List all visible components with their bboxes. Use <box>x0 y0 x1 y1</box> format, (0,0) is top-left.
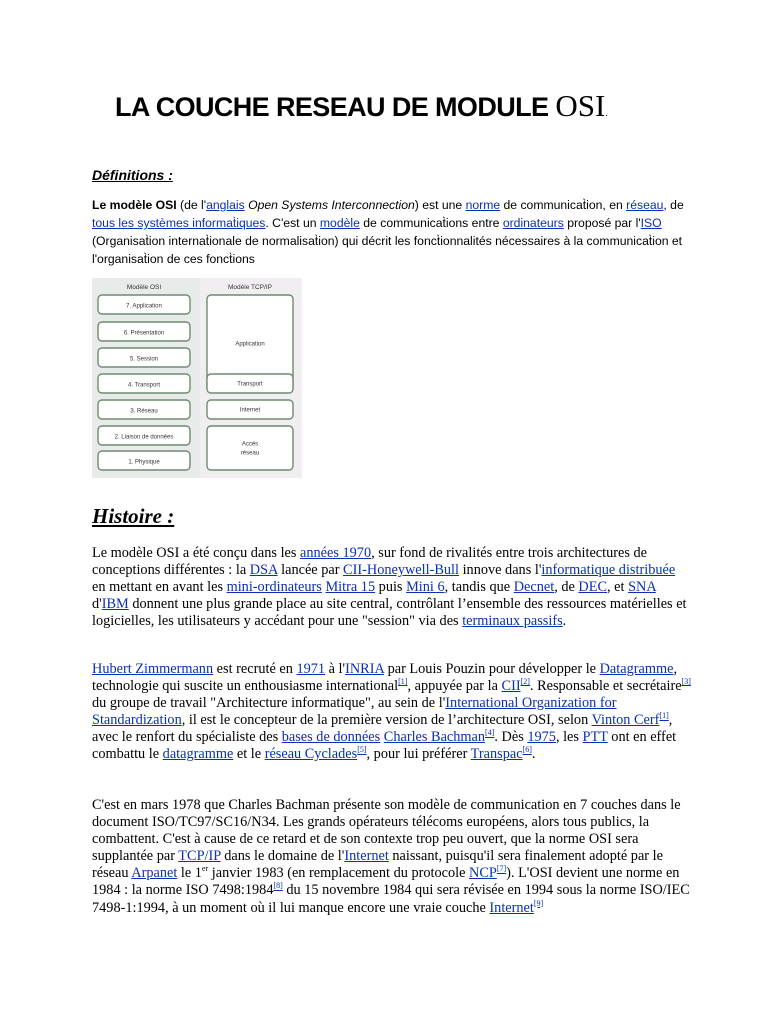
wiki-link[interactable]: Charles Bachman <box>383 729 486 746</box>
osi-layer-label: 3. Réseau <box>130 408 158 415</box>
definitions-paragraph <box>92 196 692 268</box>
reference-link[interactable]: [1] <box>398 677 408 687</box>
tcpip-layer-label: Transport <box>237 381 263 388</box>
wiki-link[interactable]: Transpac <box>470 746 523 763</box>
text-run: le 1 <box>177 865 202 882</box>
wiki-link[interactable]: SNA <box>628 579 656 596</box>
text-run: d' <box>92 596 102 613</box>
wiki-link[interactable]: anglais <box>206 198 245 212</box>
wiki-link[interactable]: Mini 6 <box>406 579 445 596</box>
wiki-link[interactable]: Decnet <box>513 579 555 596</box>
text-run: (de l' <box>180 198 207 212</box>
wiki-link[interactable]: réseau Cyclades <box>264 746 358 763</box>
osi-model-header: Modèle OSI <box>126 284 162 291</box>
wiki-link[interactable]: International Organization for Standardization <box>92 695 617 729</box>
osi-layer-box <box>98 426 190 445</box>
text-run: , technologie qui suscite un enthousiasme international <box>92 661 678 695</box>
page-title <box>115 88 607 124</box>
text-run: du groupe de travail "Architecture informatique", au sein de l' <box>92 695 446 712</box>
text-run: donnent une plus grande place au site central, contrôlant l’ensemble des ressources matérielles et logicielles, les utilisateurs y accédant pour une "session" via des <box>92 596 687 630</box>
wiki-link[interactable]: 1975 <box>527 729 556 746</box>
text-run: ) est une <box>414 198 466 212</box>
page-title-main: LA COUCHE RESEAU DE MODULE <box>115 92 556 122</box>
osi-layer-label: 1. Physique <box>128 459 160 466</box>
wiki-link[interactable]: DEC <box>578 579 608 596</box>
tcpip-model-header: Modèle TCP/IP <box>228 284 272 291</box>
wiki-link[interactable]: TCP/IP <box>178 848 221 865</box>
osi-tcpip-diagram <box>92 278 302 478</box>
text-run: janvier 1983 (en remplacement du protocole <box>208 865 470 882</box>
osi-layer-box <box>98 400 190 419</box>
text-run: et le <box>233 746 265 763</box>
wiki-link[interactable]: informatique distribuée <box>541 562 676 579</box>
wiki-link[interactable]: ordinateurs <box>502 216 564 230</box>
text-run: lancée par <box>277 562 344 579</box>
osi-layer-label: 4. Transport <box>127 382 161 389</box>
osi-layer-label: 5. Session <box>129 356 159 363</box>
reference-link[interactable]: [8] <box>273 881 283 891</box>
text-run: , il est le concepteur de la première version de l’architecture OSI, selon <box>181 712 592 729</box>
history-paragraph-3 <box>92 797 692 917</box>
osi-layer-box <box>98 374 190 393</box>
tcpip-layer-box <box>207 426 293 470</box>
wiki-link[interactable]: bases de données <box>281 729 381 746</box>
wiki-link[interactable]: norme <box>465 198 501 212</box>
text-run: . Responsable et secrétaire <box>529 678 682 695</box>
text-run: C'est en mars 1978 que Charles Bachman présente son modèle de communication en 7 couches dans le document ISO/TC97/SC16/N34. Les grands opérateurs télécoms européens, alors tous publics, la combattent. C'est à cause de ce retard et de son contexte trop peu ouvert, que la norme OSI sera supplantée par <box>92 797 681 865</box>
reference-link[interactable]: [6] <box>522 745 532 755</box>
wiki-link[interactable]: datagramme <box>162 746 234 763</box>
text-run: ont en effet combattu le <box>92 729 677 763</box>
text-run: puis <box>375 579 407 596</box>
wiki-link[interactable]: années 1970 <box>300 545 372 561</box>
text-run: , et <box>607 579 629 596</box>
tcpip-layer-label: Internet <box>239 407 261 414</box>
text-run: . <box>531 746 536 763</box>
text-run: , sur fond de rivalités entre trois architectures de conceptions différentes : la <box>92 545 648 579</box>
tcpip-layer-box <box>207 400 293 419</box>
tcpip-layer-rect <box>207 426 293 470</box>
wiki-link[interactable]: PTT <box>582 729 608 746</box>
text-run: , les <box>555 729 583 746</box>
text-run: innove dans l' <box>459 562 542 579</box>
tcpip-layer-box <box>207 374 293 393</box>
text-run: en mettant en avant les <box>92 579 227 596</box>
osi-layer-label: 2. Liaison de données <box>114 434 174 441</box>
wiki-link[interactable]: CII-Honeywell-Bull <box>343 562 459 579</box>
reference-link[interactable]: [4] <box>485 728 495 738</box>
wiki-link[interactable]: Arpanet <box>131 865 178 882</box>
definitions-heading: Définitions : <box>92 167 173 183</box>
text-run: naissant, puisqu'il sera finalement adopté par le réseau <box>92 848 663 882</box>
text-run: de communicat̀ions entre <box>359 216 503 230</box>
tcpip-layer-label: Application <box>235 341 265 348</box>
osi-layer-label: 6. Présentation <box>123 330 165 337</box>
wiki-link[interactable]: Hubert Zimmermann <box>92 661 214 677</box>
osi-layer-box <box>98 348 190 367</box>
wiki-link[interactable]: Vinton Cerf <box>591 712 660 729</box>
text-run: . C'est un <box>265 216 320 230</box>
tcpip-layers <box>207 295 293 470</box>
wiki-link[interactable]: Internet <box>344 848 389 865</box>
history-heading: Histoire : <box>92 504 175 528</box>
reference-link[interactable]: [3] <box>681 677 691 687</box>
text-run: , de <box>663 198 684 212</box>
wiki-link[interactable]: DSA <box>249 562 278 579</box>
text-run: proposé par l' <box>563 216 641 230</box>
text-run: du 15 novembre 1984 qui sera révisée en 1994 sous la norme ISO/IEC 7498-1:1994, à un moment où il lui manque encore une vraie couche <box>92 882 690 916</box>
superscript-text: er <box>201 864 209 874</box>
text-run: . Dès <box>494 729 528 746</box>
text-run: de communicat̀ion, en <box>500 198 627 212</box>
wiki-link[interactable]: terminaux passifs <box>462 613 563 630</box>
wiki-link[interactable]: ISO <box>640 216 662 230</box>
text-run: Open Systems Interconnection <box>248 198 415 212</box>
wiki-link[interactable]: INRIA <box>345 661 385 677</box>
wiki-link[interactable]: IBM <box>101 596 129 613</box>
text-run: , de <box>554 579 579 596</box>
reference-link[interactable]: [1] <box>659 711 669 721</box>
reference-link[interactable]: [2] <box>520 677 530 687</box>
text-run: par Louis Pouzin pour développer le <box>384 661 600 677</box>
text-run: , appuyée par la <box>407 678 502 695</box>
text-run: , pour lui préférer <box>366 746 471 763</box>
text-run: , tandis que <box>444 579 514 596</box>
wiki-link[interactable]: Mitra 15 <box>325 579 376 596</box>
text-run: Le modèle OSI a été conçu dans les <box>92 545 301 561</box>
text-run: , avec le renfort du spécialiste des <box>92 712 673 746</box>
text-run: . <box>562 613 567 630</box>
page-title-dot: . <box>605 108 608 119</box>
wiki-link[interactable]: réseau <box>626 198 664 212</box>
osi-layer-box <box>98 322 190 341</box>
wiki-link[interactable]: Internet <box>489 899 534 916</box>
wiki-link[interactable]: tous les systèmes informat̀iques <box>92 216 266 230</box>
history-paragraph-1 <box>92 545 692 630</box>
tcpip-layer-label: Accès réseau <box>240 441 260 457</box>
osi-layer-label: 7. Application <box>126 303 162 310</box>
wiki-link[interactable]: CII <box>501 678 521 695</box>
wiki-link[interactable]: Datagramme <box>599 661 674 677</box>
text-run: (Organisat̀ion internat̀ionale de normalisat̀ion) qui décrit les fonct̀ionnalités nécessaires à la communicat̀ion et l'organisat̀ion de ces fonct̀ions <box>92 234 683 266</box>
reference-link[interactable]: [9] <box>533 898 544 908</box>
text-run: dans le domaine de l' <box>220 848 345 865</box>
page-title-osi: OSI <box>555 88 606 123</box>
history-paragraph-2 <box>92 661 692 764</box>
osi-layer-box <box>98 295 190 314</box>
wiki-link[interactable]: NCP <box>469 865 497 882</box>
text-run: Le modèle OSI <box>92 198 181 212</box>
reference-link[interactable]: [7] <box>496 864 507 874</box>
wiki-link[interactable]: modèle <box>319 216 360 230</box>
osi-layer-box <box>98 451 190 470</box>
wiki-link[interactable]: mini-ordinateurs <box>226 579 322 596</box>
wiki-link[interactable]: 1971 <box>296 661 326 677</box>
text-run: à l' <box>325 661 346 677</box>
text-run: ). L'OSI devient une norme en 1984 : la norme ISO 7498:1984 <box>92 865 680 899</box>
text-run: est recruté en <box>213 661 297 677</box>
reference-link[interactable]: [5] <box>357 745 367 755</box>
